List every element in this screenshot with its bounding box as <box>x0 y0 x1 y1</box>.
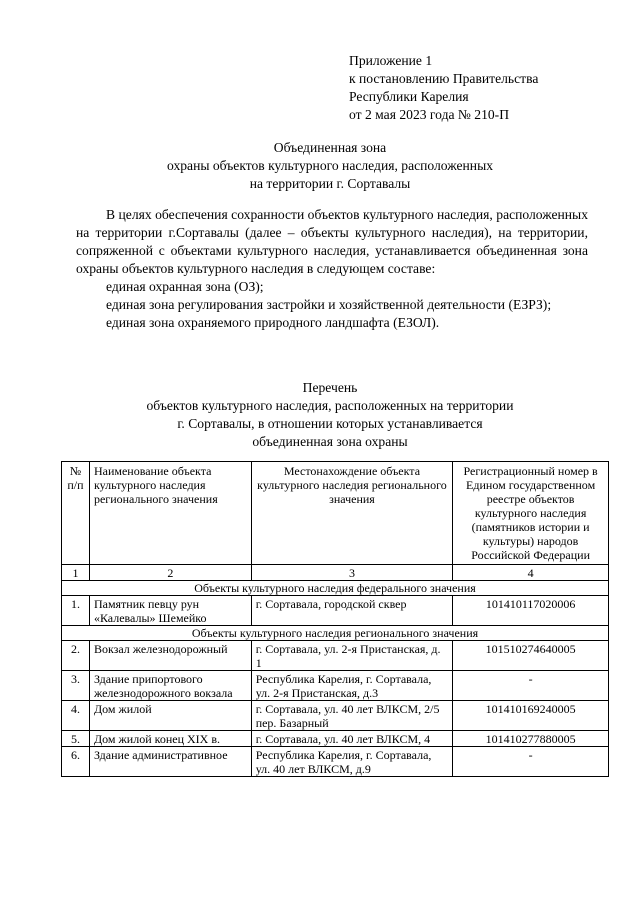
col-number: 1 <box>62 565 90 581</box>
row-num: 2. <box>62 641 90 671</box>
zone-item-ezrz: единая зона регулирования застройки и хозяйственной деятельности (ЕЗРЗ); <box>106 297 552 312</box>
table-row <box>62 596 609 626</box>
section-regional-label: Объекты культурного наследия регионального значения <box>62 626 609 641</box>
row-location: г. Сортавала, городской сквер <box>251 596 453 626</box>
row-reg: - <box>453 747 609 777</box>
appendix-line: от 2 мая 2023 года № 210-П <box>349 107 510 122</box>
row-name: Памятник певцу рун «Калевалы» Шемейко <box>89 596 251 626</box>
row-reg: 101510274640005 <box>453 641 609 671</box>
heritage-objects-table <box>61 461 609 777</box>
column-numbers-row <box>62 565 609 581</box>
col-number: 4 <box>453 565 609 581</box>
row-reg: 101410277880005 <box>453 731 609 747</box>
row-reg: 101410117020006 <box>453 596 609 626</box>
title-line: Перечень <box>302 380 358 395</box>
col-number: 2 <box>89 565 251 581</box>
header-reg-number: Регистрационный номер в Едином государственном реестре объектов культурного наследия (памятников истории и культуры) народов Российской Федерации <box>453 462 609 565</box>
title-line: на территории г. Сортавалы <box>249 176 411 191</box>
title-line: охраны объектов культурного наследия, расположенных <box>166 158 493 173</box>
row-num: 5. <box>62 731 90 747</box>
list-title <box>62 379 598 451</box>
row-location: Республика Карелия, г. Сортавала, ул. 40 лет ВЛКСМ, д.9 <box>251 747 453 777</box>
title-line: объединенная зона охраны <box>252 434 408 449</box>
table-row <box>62 671 609 701</box>
row-reg: 101410169240005 <box>453 701 609 731</box>
row-name: Дом жилой конец XIX в. <box>89 731 251 747</box>
table-row <box>62 641 609 671</box>
row-name: Здание административное <box>89 747 251 777</box>
row-num: 3. <box>62 671 90 701</box>
header-num: № п/п <box>62 462 90 565</box>
appendix-line: Приложение 1 <box>349 53 433 68</box>
intro-paragraph: В целях обеспечения сохранности объектов культурного наследия, расположенных на территории г.Сортавалы (далее – объекты культурного наследия), на территории, сопряженной с объектами культурного наследия, устанавливается объединенная зона охраны объектов культурного наследия в следующем составе: <box>76 207 588 276</box>
header-name: Наименование объекта культурного наследия регионального значения <box>89 462 251 565</box>
appendix-header <box>349 52 538 124</box>
row-name: Вокзал железнодорожный <box>89 641 251 671</box>
table-row <box>62 701 609 731</box>
row-reg: - <box>453 671 609 701</box>
appendix-line: Республики Карелия <box>349 89 469 104</box>
section-regional-row <box>62 626 609 641</box>
row-location: г. Сортавала, ул. 40 лет ВЛКСМ, 4 <box>251 731 453 747</box>
row-num: 4. <box>62 701 90 731</box>
table-row <box>62 731 609 747</box>
zone-item-ezol: единая зона охраняемого природного ландшафта (ЕЗОЛ). <box>106 315 440 330</box>
row-location: г. Сортавала, ул. 2-я Пристанская, д. 1 <box>251 641 453 671</box>
row-location: Республика Карелия, г. Сортавала, ул. 2-я Пристанская, д.3 <box>251 671 453 701</box>
header-location: Местонахождение объекта культурного наследия регионального значения <box>251 462 453 565</box>
row-num: 6. <box>62 747 90 777</box>
title-line: г. Сортавалы, в отношении которых устанавливается <box>177 416 483 431</box>
title-line: Объединенная зона <box>273 140 387 155</box>
body-text <box>76 206 588 332</box>
section-federal-row <box>62 581 609 596</box>
row-num: 1. <box>62 596 90 626</box>
row-name: Здание припортового железнодорожного вокзала <box>89 671 251 701</box>
title-line: объектов культурного наследия, расположенных на территории <box>146 398 514 413</box>
appendix-line: к постановлению Правительства <box>349 71 539 86</box>
document-title <box>62 139 598 193</box>
section-federal-label: Объекты культурного наследия федерального значения <box>62 581 609 596</box>
row-location: г. Сортавала, ул. 40 лет ВЛКСМ, 2/5 пер. Базарный <box>251 701 453 731</box>
table-row <box>62 747 609 777</box>
table-header-row <box>62 462 609 565</box>
zone-item-oz: единая охранная зона (ОЗ); <box>106 279 264 294</box>
col-number: 3 <box>251 565 453 581</box>
row-name: Дом жилой <box>89 701 251 731</box>
